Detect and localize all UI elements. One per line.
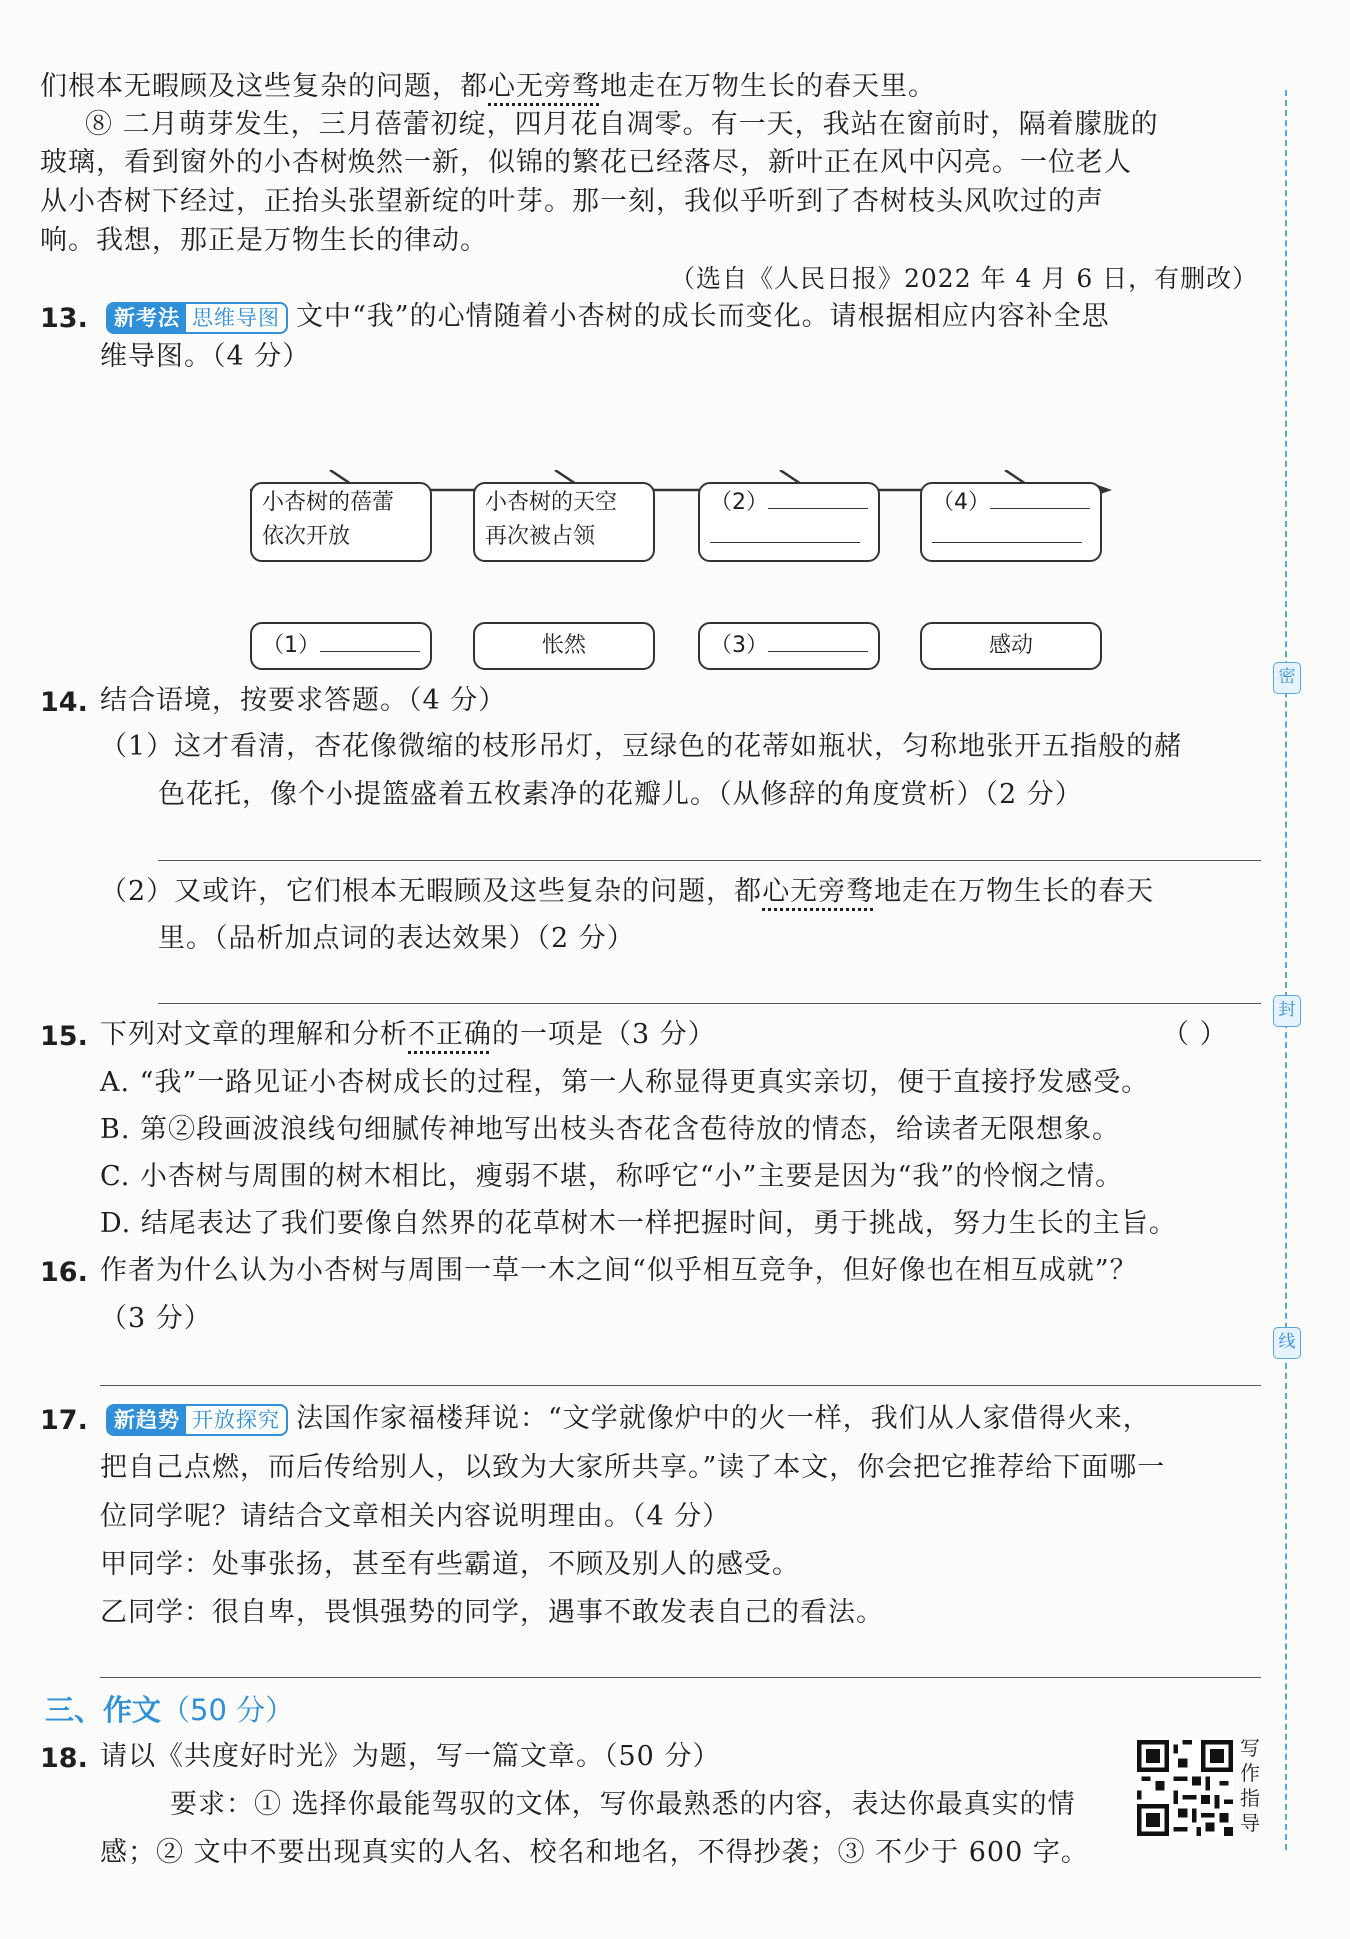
q13-badge-main: 新考法 [108,304,186,332]
q17-badge [106,1404,288,1436]
q16-line1: 作者为什么认为小杏树与周围一草一木之间“似乎相互竞争，但好像也在相互成就”？ [100,1255,1138,1286]
q17-badge-sub: 开放探究 [192,1407,280,1432]
mindmap-bottom-box-3[interactable]: （3） [698,622,880,670]
q17-student-a: 甲同学：处事张扬，甚至有些霸道，不顾及别人的感受。 [100,1549,800,1580]
q17-line3: 位同学呢？请结合文章相关内容说明理由。（4 分） [100,1501,731,1532]
section-3-title: 三、作文（50 分） [45,1693,295,1727]
mindmap-bottom-box-4: 感动 [920,622,1102,670]
answer-blank-2b[interactable] [710,520,860,543]
q14-answer-line-1[interactable] [158,860,1261,861]
seal-mark-bottom: 线 [1273,1327,1301,1359]
q14-sub1-line2: 色花托，像个小提篮盛着五枚素净的花瓣儿。（从修辞的角度赏析）（2 分） [158,779,1083,810]
q17-student-b: 乙同学：很自卑，畏惧强势的同学，遇事不敢发表自己的看法。 [100,1597,884,1628]
q15-option-a: A. “我”一路见证小杏树成长的过程，第一人称显得更真实亲切，便于直接抒发感受。 [100,1067,1150,1098]
q14-stem: 结合语境，按要求答题。（4 分） [100,685,507,716]
q15-option-d: D. 结尾表达了我们要像自然界的花草树木一样把握时间，勇于挑战，努力生长的主旨。 [100,1208,1177,1239]
q16-number: 16. [40,1257,88,1288]
answer-blank-4[interactable] [990,486,1090,509]
q15-option-b: B. 第②段画波浪线句细腻传神地写出枝头杏花含苞待放的情态，给读者无限想象。 [100,1114,1121,1145]
q17-line1: 新趋势 开放探究 法国作家福楼拜说：“文学就像炉中的火一样，我们从人家借得火来， [106,1402,1151,1436]
q18-req-line1: 要求：① 选择你最能驾驭的文体，写你最熟悉的内容，表达你最真实的情 [170,1789,1076,1820]
q15-answer-bracket[interactable]: （ ） [1162,1019,1228,1050]
answer-blank-3[interactable] [768,629,868,652]
q16-answer-line[interactable] [100,1385,1261,1386]
mindmap-top-box-2: 小杏树的天空 再次被占领 [473,482,655,562]
seal-line [1285,90,1287,1850]
q18-req-line2: 感；② 文中不要出现真实的人名、校名和地名，不得抄袭；③ 不少于 600 字。 [100,1837,1089,1868]
q14-answer-line-2[interactable] [158,1003,1261,1004]
q15-stem: 下列对文章的理解和分析不正确的一项是（3 分） [100,1019,716,1050]
q17-line2: 把自己点燃，而后传给别人，以致为大家所共享。”读了本文，你会把它推荐给下面哪一 [100,1452,1166,1483]
qr-label: 写作指导 [1240,1736,1260,1835]
mindmap-bottom-box-2: 怅然 [473,622,655,670]
q13-badge [106,302,288,334]
mindmap-top-box-4[interactable]: （4） [920,482,1102,562]
passage-para8-line3: 从小杏树下经过，正抬头张望新绽的叶芽。那一刻，我似乎听到了杏树枝头风吹过的声 [40,186,1104,217]
mindmap-top-box-1: 小杏树的蓓蕾 依次开放 [250,482,432,562]
mindmap-top-box-3[interactable]: （2） [698,482,880,562]
q18-line1: 请以《共度好时光》为题，写一篇文章。（50 分） [100,1741,721,1772]
passage-para8-line4: 响。我想，那正是万物生长的律动。 [40,225,488,256]
q13-number: 13. [40,303,88,334]
seal-mark-mid: 封 [1273,995,1301,1027]
q17-answer-line[interactable] [100,1677,1261,1678]
q13-badge-sub: 思维导图 [192,305,280,330]
q18-number: 18. [40,1743,88,1774]
mindmap-bottom-box-1[interactable]: （1） [250,622,432,670]
q14-sub1-line1: （1）这才看清，杏花像微缩的枝形吊灯，豆绿色的花蒂如瓶状，匀称地张开五指般的赭 [100,731,1183,762]
q17-number: 17. [40,1405,88,1436]
answer-blank-2[interactable] [768,486,868,509]
q15-number: 15. [40,1021,88,1052]
answer-blank-1[interactable] [320,629,420,652]
q14-sub2-line2: 里。（品析加点词的表达效果）（2 分） [158,923,635,954]
q13-stem-line2: 维导图。（4 分） [100,341,311,372]
q15-option-c: C. 小杏树与周围的树木相比，瘦弱不堪，称呼它“小”主要是因为“我”的怜悯之情。 [100,1161,1124,1192]
q14-sub2-line1: （2）又或许，它们根本无暇顾及这些复杂的问题，都心无旁骛地走在万物生长的春天 [100,876,1155,907]
answer-blank-4b[interactable] [932,520,1082,543]
q17-badge-main: 新趋势 [108,1406,186,1434]
q14-number: 14. [40,687,88,718]
passage-para8-line1: ⑧ 二月萌芽发生，三月蓓蕾初绽，四月花自凋零。有一天，我站在窗前时，隔着朦胧的 [85,109,1159,140]
qr-code-icon[interactable] [1137,1740,1233,1836]
passage-line-1: 们根本无暇顾及这些复杂的问题，都心无旁骛地走在万物生长的春天里。 [40,71,936,102]
seal-mark-top: 密 [1273,662,1301,694]
q16-line2: （3 分） [100,1303,212,1334]
passage-para8-line2: 玻璃，看到窗外的小杏树焕然一新，似锦的繁花已经落尽，新叶正在风中闪亮。一位老人 [40,147,1132,178]
q13-stem-line1: 新考法 思维导图 文中“我”的心情随着小杏树的成长而变化。请根据相应内容补全思 [106,300,1110,334]
passage-source: （选自《人民日报》2022 年 4 月 6 日，有删改） [670,264,1259,293]
